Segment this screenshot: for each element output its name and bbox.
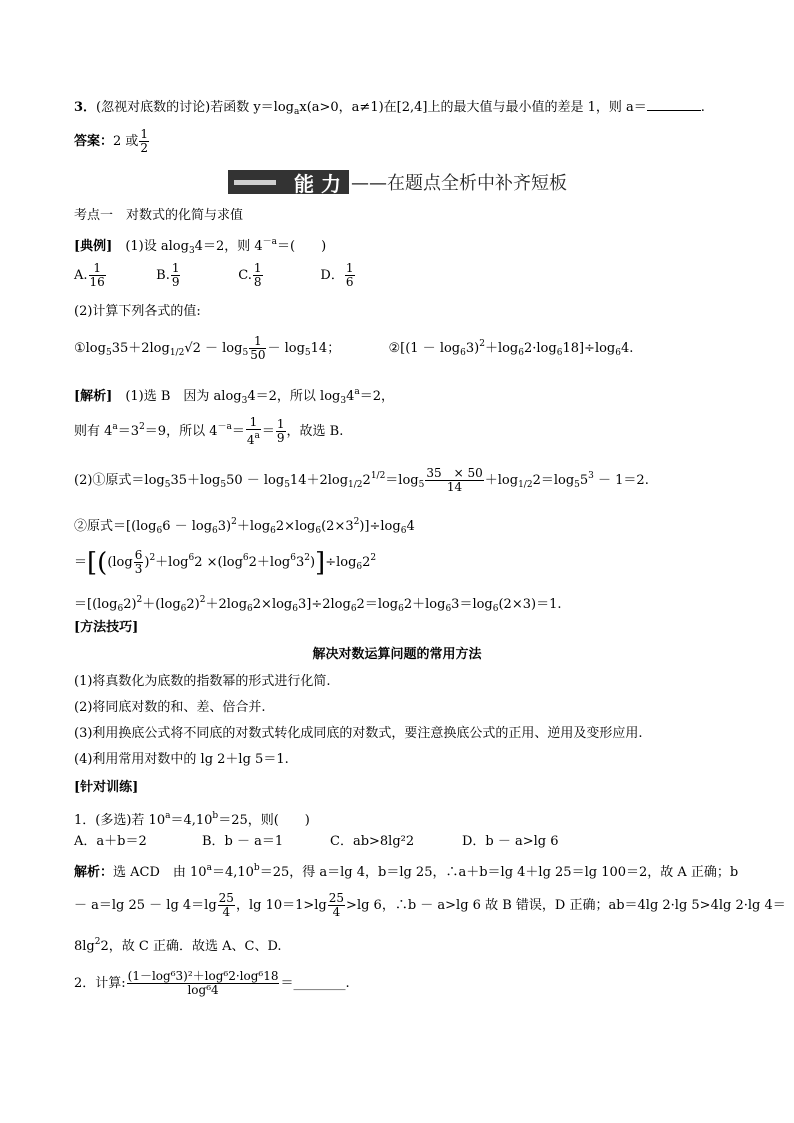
banner-text: ——在题点全析中补齐短板 bbox=[350, 173, 567, 194]
example-options bbox=[74, 262, 398, 289]
answer-3 bbox=[74, 128, 150, 155]
training-label: [针对训练] bbox=[74, 780, 139, 795]
training-sol1-line2: － a＝lg 25 － lg 4＝lg $\frac{25}{4}$ ，lg 10＝1>lg $\frac{25}{4}$ >lg 6，∴b － a>lg 6 故 B 错误，D 正确；ab＝4lg 2·lg 5>4lg 2·lg 4＝ bbox=[74, 891, 786, 919]
section-banner bbox=[228, 170, 567, 194]
answer-label: 答案： bbox=[74, 134, 114, 149]
ex-p1-sup: －a bbox=[262, 237, 277, 247]
example-part1 bbox=[74, 232, 326, 261]
solution-line4: ②原式$=[(\log_66 - \log_63)^2+\log_62\times\log_6(2\times 3^2)]\div\log_64$ bbox=[74, 517, 415, 536]
method-item-4: (4)利用常用对数中的 lg 2＋lg 5＝1. bbox=[74, 752, 289, 767]
training-q1: 1．(多选)若 $10^a=4,10^b=25$，则( ) bbox=[74, 811, 310, 828]
q1-option-d: D．b － a>lg 6 bbox=[462, 834, 559, 849]
ex-p1-sub: 3 bbox=[188, 246, 195, 256]
method-item-2: (2)将同底对数的和、差、倍合并. bbox=[74, 700, 266, 715]
banner-tag: 能 力 bbox=[286, 170, 349, 194]
q3-text: (忽视对底数的讨论)若函数 y＝log bbox=[96, 100, 294, 115]
method-item-3: (3)利用换底公式将不同底的对数式转化成同底的对数式，要注意换底公式的正用、逆用及变形应用. bbox=[74, 726, 643, 741]
q3-end: . bbox=[700, 100, 705, 115]
option-c: C. $\frac{1}{8}$ bbox=[238, 261, 262, 289]
example-part2: (2)计算下列各式的值: bbox=[74, 304, 201, 319]
solution-line2: 则有 $4^a=3^2=9$，所以 $4^{-a}=$ $\frac{1}{4^a}$ ＝ $\frac{1}{9}$ ，故选 B. bbox=[74, 415, 344, 447]
q3-log-base: a bbox=[293, 107, 300, 117]
training-q1-options bbox=[74, 832, 559, 852]
solution-line5: ＝[((log $\frac{6}{3}$ )$^2+\log^62 \times(\log^62+\log^63^2)]\div\log_62^2$ bbox=[74, 548, 377, 578]
frac-den: 2 bbox=[140, 141, 149, 155]
question-3 bbox=[74, 98, 705, 122]
q3-number: 3． bbox=[74, 100, 97, 115]
training-sol1-line1: 解析：选 ACD 由 $10^a=4,10^b=25$，得 a＝lg 4，b＝lg 25，∴a＋b＝lg 4＋lg 25＝lg 100＝2，故 A 正确；b bbox=[74, 863, 739, 880]
q1-option-a: A．a＋b＝2 bbox=[74, 834, 147, 849]
method-item-1: (1)将真数化为底数的指数幂的形式进行化简. bbox=[74, 674, 331, 689]
option-b: B. $\frac{1}{9}$ bbox=[156, 261, 180, 289]
ex-p1: (1)设 alog bbox=[125, 239, 189, 254]
solution-line6: $=[(\log_62)^2+(\log_62)^2+2\log_62\times\log_63]\div 2\log_62=\log_62+\log_63=\log_6(2\times 3)=1$. bbox=[74, 595, 562, 614]
solution-line3: (2)①原式$=\log_535+\log_550 - \log_514+2\log_{1/2}2^{1/2}=\log_5$ $\frac{35 \times 50}{14}$ $+\log_{1/2}2=\log_55^3 - 1=2$. bbox=[74, 466, 649, 494]
q1-option-b: B．b － a＝1 bbox=[202, 834, 284, 849]
ex-p1c: ＝( ) bbox=[277, 239, 327, 254]
method-label: [方法技巧] bbox=[74, 620, 139, 635]
answer-value: 2 或 bbox=[113, 134, 139, 149]
example-expressions: $①\log_535+2\log_{1/2}√2 - \log_5$ $\frac{1}{50}$ － $\log_514$； ②[(1 － $\log_63)^2+\log_62\cdot\log_618]\div\log_64$. bbox=[74, 334, 634, 362]
banner-bar bbox=[228, 170, 286, 194]
solution-line1: [解析] (1)选 B 因为 alog$_3$4＝2，所以 $\log_34^a=2$， bbox=[74, 387, 395, 406]
ex-p1b: 4＝2，则 4 bbox=[194, 239, 263, 254]
training-sol1-line3: $8\lg^22$，故 C 正确．故选 A、C、D. bbox=[74, 937, 282, 954]
q1-option-c: C．ab>8lg²2 bbox=[330, 834, 415, 849]
section-title: 考点一 对数式的化简与求值 bbox=[74, 208, 244, 223]
option-a: A. $\frac{1}{16}$ bbox=[74, 261, 105, 289]
example-label: [典例] bbox=[74, 239, 113, 254]
frac-num: 1 bbox=[140, 127, 149, 141]
training-q2: 2．计算: $\frac{\text{(1－log⁶3)²＋log⁶2·log⁶18}}{\text{log⁶4}}$ ＝________. bbox=[74, 969, 350, 997]
q3-answer-blank bbox=[647, 98, 701, 111]
method-title: 解决对数运算问题的常用方法 bbox=[312, 647, 482, 662]
option-d: D． $\frac{1}{6}$ bbox=[320, 261, 354, 289]
answer-fraction bbox=[139, 128, 149, 155]
q3-text2: x(a>0，a≠1)在[2,4]上的最大值与最小值的差是 1，则 a＝ bbox=[299, 100, 647, 115]
